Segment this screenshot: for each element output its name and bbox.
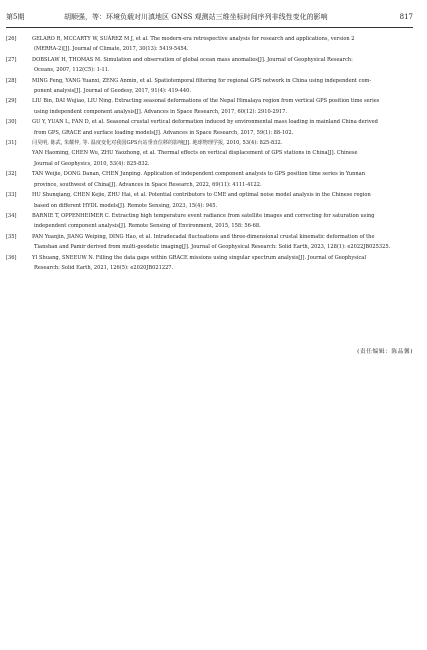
reference-number: [28] — [6, 77, 17, 84]
reference-number: [26] — [6, 36, 17, 42]
reference-text: YAN Haoming, CHEN Wu, ZHU Yaozhong, et al. Thermal effects on vertical displacement of GPS stations in China[J]. Chinese — [32, 150, 358, 157]
reference-text: Research: Solid Earth, 2021, 126(5): e2020JB021227. — [34, 264, 174, 271]
reference-item — [6, 96, 413, 117]
reference-text: PAN Yuanjin, JIANG Weiping, DING Hao, et al. Intradecadal fluctuations and three-dimensional crustal kinematic deformation of the — [32, 233, 375, 240]
reference-text: MING Feng, YANG Yuanxi, ZENG Anmin, et al. Spatiotemporal filtering for regional GPS network in China using independent com- — [32, 77, 372, 84]
reference-item — [6, 76, 413, 97]
page-number: 817 — [399, 13, 413, 21]
reference-text: Oceans, 2007, 112(C5): 1-11. — [34, 67, 110, 74]
reference-item — [6, 55, 413, 76]
reference-text: GELARO R, MCCARTY W, SUÁREZ M J, et al. The modern-era retrospective analysis for research and applications, version 2 — [32, 36, 355, 42]
reference-text: from GPS, GRACE and surface loading models[J]. Advances in Space Research, 2017, 59(1): 88-102. — [34, 129, 294, 136]
reference-text: LIU Bin, DAI Wujiao, LIU Ning. Extracting seasonal deformations of the Nepal Himalaya region from vertical GPS position time series — [32, 98, 380, 105]
reference-text: 闫昊明, 陈武, 朱耀仲, 等. 温度变化对我国GPS台站垂直位移的影响[J]. 地球物理学报, 2010, 53(4): 825-832. — [32, 140, 283, 147]
reference-number: [36] — [6, 254, 17, 261]
reference-text: Tianshan and Pamir derived from multi-geodetic imaging[J]. Journal of Geophysical Research: Solid Earth, 2023, 128(1): e2022JB025325. — [34, 244, 391, 251]
reference-number: [35] — [6, 233, 17, 240]
reference-item — [6, 190, 413, 211]
reference-list — [6, 34, 413, 273]
reference-number: [27] — [6, 56, 17, 63]
reference-text: HU Shunqiang, CHEN Kejie, ZHU Hai, et al. Potential contributors to CME and optimal noise model analysis in the Chinese region — [32, 192, 371, 199]
reference-item — [6, 34, 413, 55]
reference-number: [29] — [6, 98, 17, 105]
reference-number: [34] — [6, 212, 17, 219]
reference-item — [6, 211, 413, 232]
reference-number: [30] — [6, 119, 17, 126]
reference-text: ponent analysis[J]. Journal of Geodesy, 2017, 91(4): 419-440. — [34, 88, 192, 95]
reference-text: TAN Weijie, DONG Danan, CHEN Junping. Application of independent component analysis to GPS position time series in Yunnan — [32, 171, 365, 178]
running-title: 胡顺强，等：环境负载对川滇地区 GNSS 观测站三维坐标时间序列非线性变化的影响 — [64, 13, 328, 21]
reference-number: [31] — [6, 140, 17, 147]
reference-text: independent component analysis[J]. Remote Sensing of Environment, 2015, 158: 56-68. — [34, 223, 261, 230]
reference-text: BARNIE T, OPPENHEIMER C. Extracting high temperature event radiance from satellite images and correcting for saturation using — [32, 212, 375, 219]
reference-text: based on different HYDL models[J]. Remote Sensing, 2023, 15(4): 945. — [34, 202, 218, 209]
reference-number: [32] — [6, 171, 17, 178]
reference-item — [6, 138, 413, 169]
reference-number: [33] — [6, 192, 17, 199]
reference-text: province, southwest of China[J]. Advances in Space Research, 2022, 69(11): 4111-4122. — [34, 181, 262, 188]
reference-text: using independent component analysis[J]. Advances in Space Research, 2017, 60(12): 2910-2917. — [34, 108, 288, 115]
reference-item — [6, 117, 413, 138]
reference-text: (MERRA-2)[J]. Journal of Climate, 2017, 30(13): 5419-5454. — [34, 46, 189, 53]
reference-text: GU Y, YUAN L, FAN D, et al. Seasonal crustal vertical deformation induced by environmental mass loading in mainland China derived — [32, 119, 378, 126]
reference-text: DOBSLAW H, THOMAS M. Simulation and observation of global ocean mass anomalies[J]. Journal of Geophysical Research: — [32, 56, 353, 63]
editor-note: (责任编辑：陈品馨) — [357, 349, 413, 355]
issue-number: 第5期 — [6, 13, 25, 21]
reference-text: YI Shuang, SNEEUW N. Filling the data gaps within GRACE missions using singular spectrum analysis[J]. Journal of Geophysical — [32, 254, 366, 261]
header-rule — [6, 27, 413, 28]
reference-text: Journal of Geophysics, 2010, 53(4): 825-832. — [34, 160, 150, 167]
reference-item — [6, 232, 413, 253]
running-header — [6, 10, 413, 24]
reference-item — [6, 169, 413, 190]
reference-item — [6, 253, 413, 274]
